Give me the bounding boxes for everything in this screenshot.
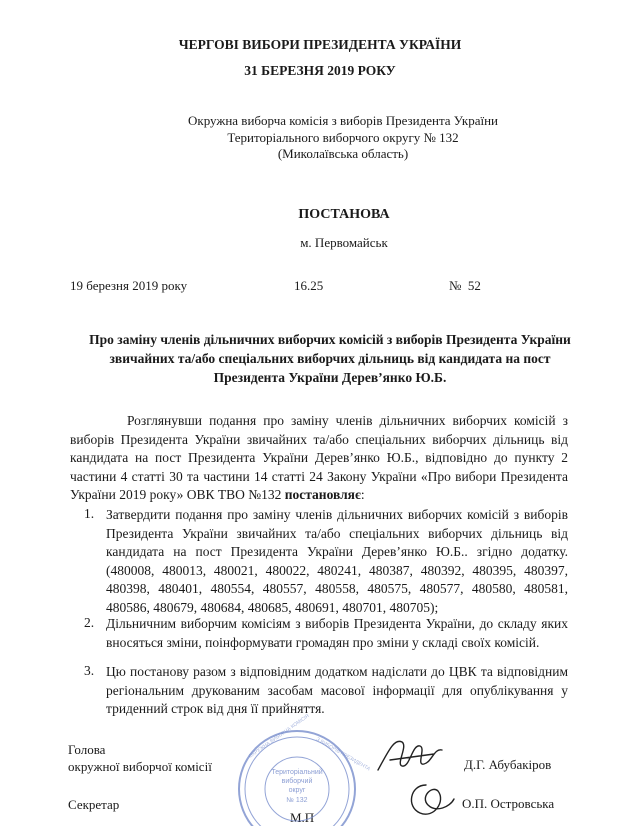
- subject-line-3: Президента України Дерев’янко Ю.Б.: [213, 370, 447, 385]
- preamble: [70, 412, 568, 505]
- preamble-text: Розглянувши подання про заміну членів дільничних виборчих комісій з виборів Президента України звичайних та/або спеціальних виборчих дільниць від кандидата на пост Президента України Дерев’янко Ю.Б., відповідно до пункту 2 частини 4 статті 30 та частини 14 статті 24 Закону України «Про вибори Президента України 2019 року» ОВК ТВО №132: [70, 413, 568, 502]
- election-date: 31 БЕРЕЗНЯ 2019 РОКУ: [244, 63, 396, 78]
- preamble-colon: :: [360, 487, 365, 502]
- number-value: 52: [467, 278, 481, 293]
- secretary-name: О.П. Островська: [462, 796, 555, 811]
- number-label: №: [449, 278, 462, 293]
- item-2-text: Дільничним виборчим комісіям з виборів Президента України, до складу яких вносяться зміни, поінформувати громадян про зміни у складі своїх комісій.: [106, 616, 568, 650]
- svg-text:ОКРУЖНА ВИБОРЧА КОМІСІЯ: ОКРУЖНА ВИБОРЧА КОМІСІЯ: [247, 713, 311, 760]
- head-title-line-1: Голова: [68, 742, 106, 757]
- commission-region: (Миколаївська область): [277, 146, 409, 161]
- item-2-number: 2.: [84, 615, 95, 630]
- svg-text:виборчий: виборчий: [281, 778, 313, 785]
- head-signature: [372, 730, 452, 778]
- document-date: 19 березня 2019 року: [70, 278, 188, 293]
- document-city: м. Первомайськ: [300, 235, 388, 250]
- svg-text:округ: округ: [288, 787, 306, 794]
- document-number: [449, 278, 481, 294]
- item-1-number: 1.: [84, 506, 95, 521]
- item-3-number: 3.: [84, 663, 95, 678]
- subject-line-2: звичайних та/або спеціальних виборчих дільниць від кандидата на пост: [109, 351, 551, 366]
- secretary-signature: [400, 777, 460, 823]
- seal-stamp: [236, 713, 372, 825]
- election-title: ЧЕРГОВІ ВИБОРИ ПРЕЗИДЕНТА УКРАЇНИ: [178, 37, 462, 52]
- secretary-title: Секретар: [68, 797, 120, 812]
- svg-text:Територіальний: Територіальний: [271, 769, 323, 776]
- commission-district: Територіального виборчого округу № 132: [227, 130, 459, 145]
- item-3-text: Цю постанову разом з відповідним додатком надіслати до ЦВК та відповідним регіональним друкованим засобам масової інформації для опублікування у триденний строк від дня її прийняття.: [106, 664, 568, 716]
- resolves-word: постановляє: [284, 487, 361, 502]
- svg-text:З ВИБОРІВ ПРЕЗИДЕНТА: З ВИБОРІВ ПРЕЗИДЕНТА: [315, 736, 372, 773]
- item-1-text: Затвердити подання про заміну членів дільничних виборчих комісій з виборів Президента України звичайних та/або спеціальних виборчих дільниць від кандидата на пост Президента України Дерев’янко Ю.Б.. згідно додатку. (480008, 480013, 480021, 480022, 480241, 480387, 480392, 480395, 480397, 480398, 480401, 480554, 480557, 480558, 480575, 480577, 480580, 480581, 480586, 480679, 480684, 480685, 480691, 480701, 480705);: [106, 507, 568, 615]
- commission-name: Окружна виборча комісія з виборів Президента України: [187, 113, 498, 128]
- document-time: 16.25: [294, 278, 324, 293]
- head-name: Д.Г. Абубакіров: [464, 757, 552, 772]
- svg-text:№ 132: № 132: [286, 797, 308, 804]
- seal-place: М.П: [290, 810, 315, 825]
- subject-line-1: Про заміну членів дільничних виборчих комісій з виборів Президента України: [89, 332, 571, 347]
- document-type: ПОСТАНОВА: [298, 207, 390, 222]
- head-title-line-2: окружної виборчої комісії: [68, 759, 212, 774]
